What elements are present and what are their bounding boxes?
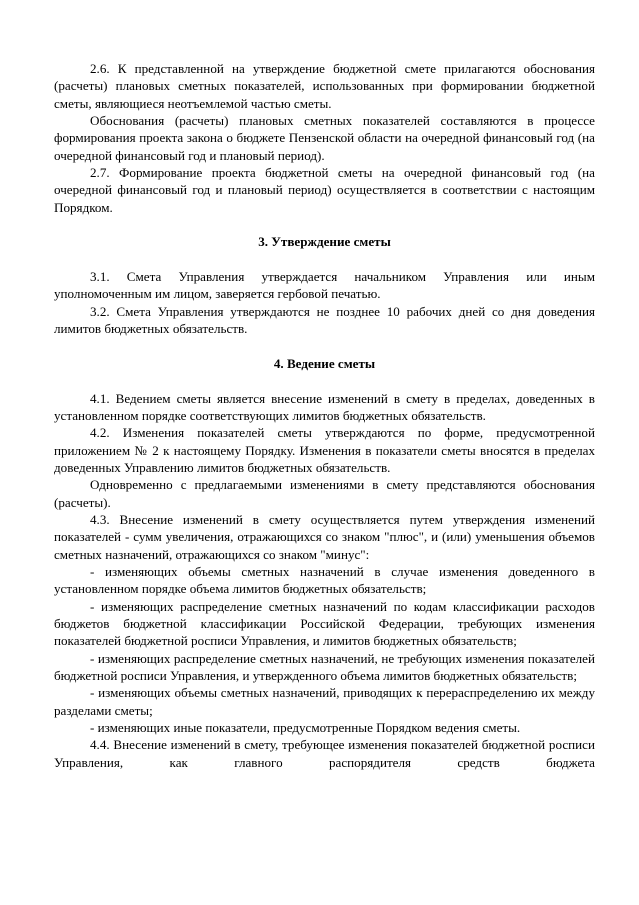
paragraph-2-7: 2.7. Формирование проекта бюджетной сметы на очередной финансовый год (на очередной финансовый год и плановый период) осуществляется в соответствии с настоящим Порядком. [54,165,595,215]
spacer [54,251,595,268]
section-heading-4: 4. Ведение сметы [273,355,376,371]
paragraph-3-1: 3.1. Смета Управления утверждается начальником Управления или иным уполномоченным им лицом, заверяется гербовой печатью. [54,269,595,302]
paragraph-3-2: 3.2. Смета Управления утверждаются не позднее 10 рабочих дней со дня доведения лимитов бюджетных обязательств. [54,303,595,337]
list-item: - изменяющих объемы сметных назначений в случае изменения доведенного в установленном порядке объема лимитов бюджетных обязательств; [54,563,595,597]
paragraph-4-3: 4.3. Внесение изменений в смету осуществляется путем утверждения изменений показателей - сумм увеличения, отражающихся со знаком "плюс", и (или) уменьшения объемов сметных назначений, отражающихся со знаком "минус": [54,511,595,562]
spacer [54,372,595,389]
paragraph-4-1: 4.1. Ведением сметы является внесение изменений в смету в пределах, доведенных в установленном порядке соответствующих лимитов бюджетных обязательств. [54,390,595,423]
paragraph-4-2: 4.2. Изменения показателей сметы утверждаются по форме, предусмотренной приложением № 2 к настоящему Порядку. Изменения в показатели сметы вносятся в пределах доведенных Управлению лимитов бюджетных обязательств. [54,425,595,475]
paragraph-2-6-justification: Обоснования (расчеты) плановых сметных показателей составляются в процессе формирования проекта закона о бюджете Пензенской области на очередной финансовый год (на очередной финансовый год и плановый период). [54,113,595,163]
paragraph-4-2-justification: Одновременно с предлагаемыми изменениями в смету представляются обоснования (расчеты). [54,477,595,510]
list-item: - изменяющих иные показатели, предусмотренные Порядком ведения сметы. [90,720,521,736]
paragraph-4-4: 4.4. Внесение изменений в смету, требующее изменения показателей бюджетной росписи Управления, как главного распорядителя средств бюджета [54,737,595,770]
list-item: - изменяющих распределение сметных назначений по кодам классификации расходов бюджетов бюджетной классификации Российской Федерации, требующих изменения показателей бюджетной росписи Управления, и лимитов бюджетных обязательств; [54,598,595,649]
list-item: - изменяющих распределение сметных назначений, не требующих изменения показателей бюджетной росписи Управления, и утвержденного объема лимитов бюджетных обязательств; [54,650,595,684]
spacer [54,338,595,355]
list-item: - изменяющих объемы сметных назначений, приводящих к перераспределению их между разделами сметы; [54,685,595,718]
spacer [54,216,595,233]
section-heading-3: 3. Утверждение сметы [258,234,391,250]
paragraph-2-6: 2.6. К представленной на утверждение бюджетной смете прилагаются обоснования (расчеты) плановых сметных показателей, использованных при формировании бюджетной сметы, являющиеся неотъемлемой частью сметы. [54,61,595,111]
